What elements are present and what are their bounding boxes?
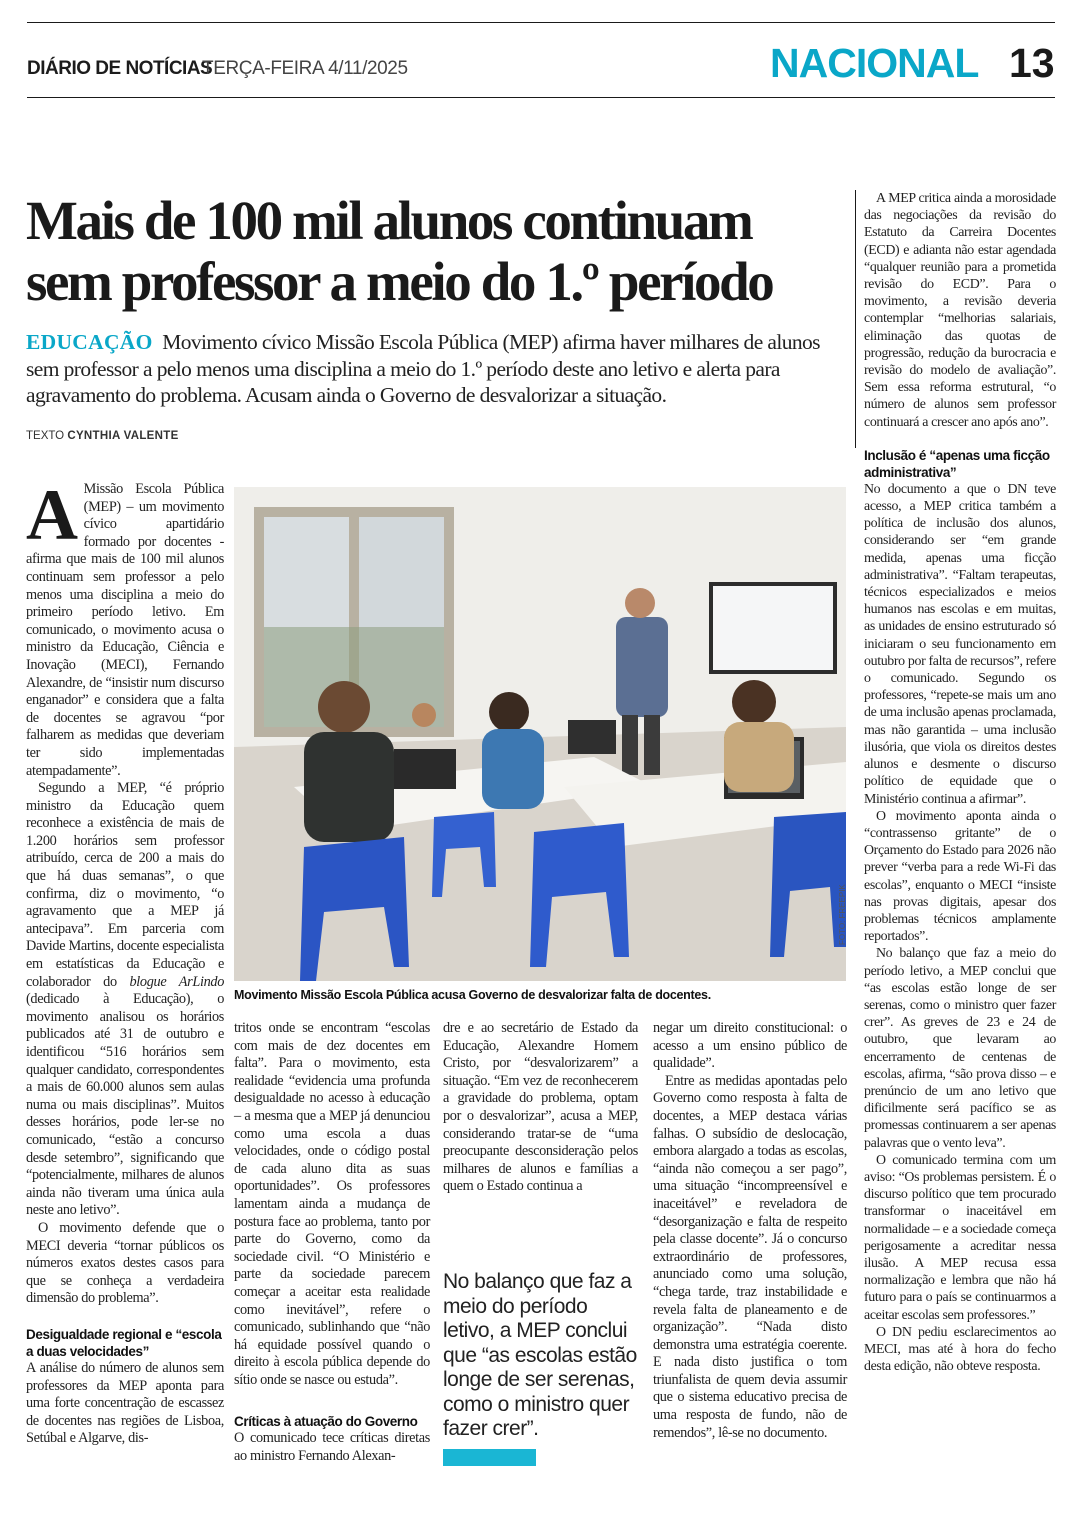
headline-line-1: Mais de 100 mil alunos continuam <box>26 190 752 251</box>
section-title: NACIONAL <box>770 40 979 86</box>
lead-text: Movimento cívico Missão Escola Pública (MEP) afirma haver milhares de alunos sem professor a pelo menos uma disciplina a meio do 1.º período deste ano letivo e alerta para agravamento do problema. Acusam ainda o Governo de desvalorizar a situação. <box>26 330 820 407</box>
column-1 <box>26 475 225 1448</box>
page-number: 13 <box>1009 40 1055 86</box>
paragraph: negar um direito constitucional: o acesso a um ensino público de qualidade”. <box>653 1020 847 1072</box>
byline-author: CYNTHIA VALENTE <box>67 430 179 442</box>
paragraph: Entre as medidas apontadas pelo Governo como resposta à falta de docentes, a MEP destaca várias falhas. O subsídio de deslocação, embora alargado a todas as escolas, “ainda não começou a ser pago”, uma situação “incompreensível e inaceitável” e reveladora de “desorganização e falta de respeito pela classe docente”. Já o concurso extraordinário de professores, anunciado como uma solução, “chega tarde, traz instabilidade e revela falta de planeamento e de organização”. “Nada disto demonstra uma estratégia coerente. E nada disto justifica o tom triunfalista de quem devia assumir que o sistema educativo precisa de uma resposta de fundo, não de remendos”, lê-se no documento. <box>653 1072 847 1441</box>
paragraph <box>26 780 224 1220</box>
subheading: Inclusão é “apenas uma ficção administrativa” <box>864 447 1050 480</box>
column-3 <box>443 1020 638 1196</box>
headline <box>26 190 856 312</box>
paragraph: O movimento aponta ainda o “contrassenso gritante” de o Orçamento do Estado para 2026 não prever “verba para a rede Wi-Fi das escolas”, enquanto o MECI “insiste nas provas digitais, apesar dos problemas técnicos amplamente reportados”. <box>864 808 1056 945</box>
paragraph-text: (dedicado à Educação), o movimento analisou os horários publicados até 31 de outubro e identificou “516 horários sem qualquer candidato, correspondentes a mais de 60.000 alunos sem aulas numa ou mais disciplinas”. Muitos desses horários, pode ler-se no comunicado, “estão a concurso desde setembro”, significando que “potencialmente, milhares de alunos ainda não tiveram uma única aula neste ano letivo”. <box>26 991 224 1219</box>
paragraph: O movimento defende que o MECI deveria “tornar públicos os números exatos destes casos para que se conheça a verdadeira dimensão do problema”. <box>26 1219 224 1307</box>
paragraph: A análise do número de alunos sem professores da MEP aponta para uma forte concentração de escassez de docentes nas regiões de Lisboa, Setúbal e Algarve, dis- <box>26 1359 224 1447</box>
top-rule <box>27 22 1055 23</box>
column-2 <box>234 1020 430 1466</box>
drop-cap: A <box>26 475 78 555</box>
pull-quote: No balanço que faz a meio do período letivo, a MEP conclui que “as escolas estão longe de ser serenas, como o ministro quer fazer crer”. <box>443 1270 637 1440</box>
photo-credit: FOTO: FREEPIK <box>838 884 847 945</box>
paragraph: No documento a que o DN teve acesso, a MEP critica também a política de inclusão dos alunos, considerando ser “em grande medida, apenas uma ficção administrativa”. “Faltam terapeutas, técnicos especializados e meios humanos nas escolas e em muitas, as unidades de ensino estruturado só iniciaram o seu funcionamento em outubro por falta de recursos”, refere o comunicado. Segundo os professores, “repete-se mais um ano de uma inclusão apenas proclamada, mas não garantida – uma inclusão ilusória, que viola os direitos destes alunos e desmente o discurso político de equidade que o Ministério continua a afirmar”. <box>864 481 1056 807</box>
paragraph-text: Missão Escola Pública (MEP) – um movimento cívico apartidário formado por docentes - afirma que mais de 100 mil alunos continuam sem professor a pelo menos uma disciplina a meio do primeiro período letivo. Em comunicado, o movimento acusa o ministro da Educação, Ciência e Inovação (MECI), Fernando Alexandre, de “insistir num discurso enganador” e considera que a falta de docentes se agravou “por falharem as medidas que deveriam ter sido implementadas atempadamente”. <box>26 481 224 779</box>
paragraph-text: Segundo a MEP, “é próprio ministro da Educação quem reconhece a existência de mais de 1.200 horários sem professor atribuído, cerca de 200 a mais do que há duas semanas”, o que confirma, diz o movimento, “o agravamento que a MEP já antecipava”. Em parceria com Davide Martins, docente especialista em estatísticas da Educação e colaborador do <box>26 780 224 990</box>
subheading: Críticas à atuação do Governo <box>234 1414 418 1430</box>
classroom-photo <box>234 487 846 981</box>
paragraph: O comunicado tece críticas diretas ao ministro Fernando Alexan- <box>234 1430 430 1465</box>
classroom-illustration <box>234 487 846 981</box>
blog-name: blogue ArLindo <box>129 973 225 990</box>
header-rule <box>27 97 1055 98</box>
headline-line-2: sem professor a meio do 1.º período <box>26 251 773 312</box>
byline <box>26 430 179 442</box>
paragraph: dre e ao secretário de Estado da Educação, Alexandre Homem Cristo, por “desvalorizarem” a situação. “Em vez de reconhecerem a gravidade do problema, optam por o desvalorizar”, acusa a MEP, considerando tratar-se de “uma preocupante desconsideração pelos milhares de alunos e famílias a quem o Estado continua a <box>443 1020 638 1195</box>
byline-label: TEXTO <box>26 430 65 442</box>
photo-caption: Movimento Missão Escola Pública acusa Governo de desvalorizar falta de docentes. <box>234 988 711 1002</box>
paragraph: No balanço que faz a meio do período letivo, a MEP conclui que “as escolas estão longe de ser serenas, como o ministro quer fazer crer”. As greves de 23 e 24 de outubro, que levaram ao encerramento de centenas de escolas, afirma, “são prova disso – e prenúncio de um ano letivo que dificilmente será pacífico se as promessas continuarem a ser apenas palavras que o vento leva”. <box>864 946 1056 1151</box>
paragraph: A MEP critica ainda a morosidade das negociações da revisão do Estatuto da Carreira Docentes (ECD) e adianta não estar agendada “qualquer reunião para a prometida revisão do ECD”. Para o movimento, a revisão deveria contemplar “melhorias salariais, eliminação das quotas de progressão, redução da burocracia e revisão do modelo de avaliação”. Sem essa reforma estrutural, “o número de alunos sem professor continuará a crescer ano após ano”. <box>864 191 1056 430</box>
column-divider <box>855 190 856 448</box>
paragraph <box>26 475 224 780</box>
kicker: EDUCAÇÃO <box>26 330 153 354</box>
newspaper-name: DIÁRIO DE NOTÍCIAS <box>27 58 213 79</box>
column-5 <box>864 190 1056 1375</box>
column-4 <box>653 1020 847 1442</box>
pull-quote-bar <box>443 1449 536 1466</box>
paragraph: tritos onde se encontram “escolas com mais de dez docentes em falta”. Para o movimento, esta realidade “evidencia uma profunda desigualdade no acesso à educação – a mesma que a MEP já denunciou como uma escola a duas velocidades, onde o código postal de cada aluno dita as suas oportunidades”. Os professores lamentam ainda a mudança de postura face ao problema, tanto por parte do Governo, como da sociedade civil. “O Ministério e parte da sociedade parecem começar a aceitar esta realidade como inevitável”, refere o comunicado, sublinhando que “não há equidade possível quando o direito à escola pública depende do sítio onde se nasce ou estuda”. <box>234 1020 430 1388</box>
lead-paragraph <box>26 329 836 409</box>
issue-date: TERÇA-FEIRA 4/11/2025 <box>202 58 408 79</box>
paragraph: O DN pediu esclarecimentos ao MECI, mas até à hora do fecho desta edição, não obteve resposta. <box>864 1324 1056 1375</box>
subheading: Desigualdade regional e “escola a duas velocidades” <box>26 1326 222 1359</box>
paragraph: O comunicado termina com um aviso: “Os problemas persistem. É o discurso político que tem procurado transformar o inaceitável em normalidade – e a sociedade começa perigosamente a acreditar nessa ilusão. A MEP recusa essa normalização e lembra que não há futuro para o país se continuarmos a aceitar escolas sem professores.” <box>864 1152 1056 1323</box>
